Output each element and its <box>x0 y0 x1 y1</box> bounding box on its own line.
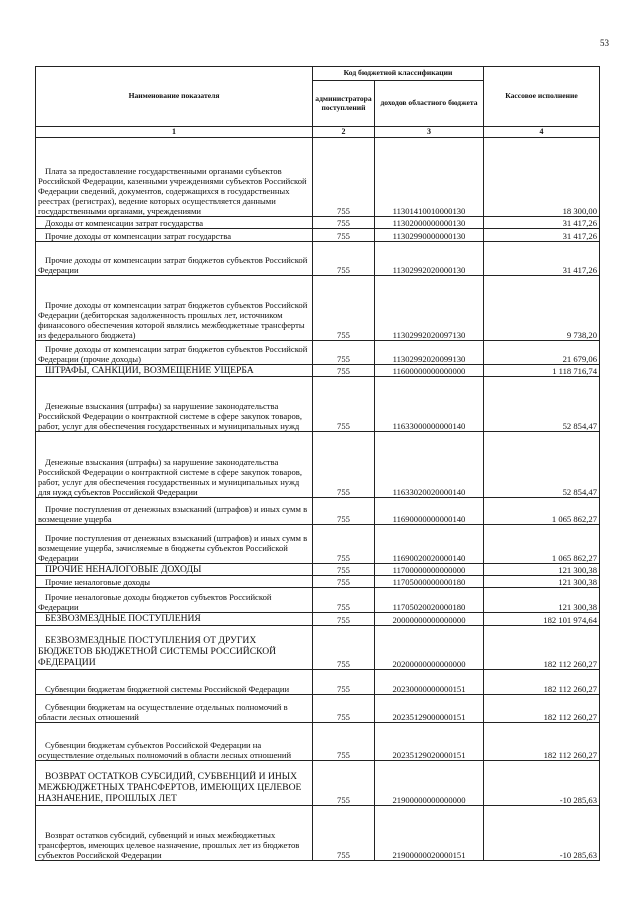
table-row <box>36 276 600 341</box>
row-budget-code: 20235129000000151 <box>375 694 484 722</box>
row-name: Доходы от компенсации затрат государства <box>36 217 313 229</box>
row-name: Денежные взыскания (штрафы) за нарушение законодательства Российской Федерации о контрактной системе в сфере закупок товаров, работ, услуг для обеспечения государственных и муниципальных нужд для нужд субъектов Российской Федерации <box>36 432 313 498</box>
row-admin-code: 755 <box>313 217 375 229</box>
row-budget-code: 11705020020000180 <box>375 588 484 613</box>
table-row <box>36 341 600 365</box>
page-number: 53 <box>600 38 609 48</box>
row-amount: 1 118 716,74 <box>484 365 600 377</box>
row-name: БЕЗВОЗМЕЗДНЫЕ ПОСТУПЛЕНИЯ <box>36 613 313 625</box>
row-budget-code: 11700000000000000 <box>375 564 484 576</box>
table-row <box>36 694 600 722</box>
row-admin-code: 755 <box>313 760 375 805</box>
row-name: Возврат остатков субсидий, субвенций и иных межбюджетных трансфертов, имеющих целевое назначение, прошлых лет из бюджетов субъектов Российской Федерации <box>36 805 313 860</box>
row-budget-code: 11600000000000000 <box>375 365 484 377</box>
header-execution: Кассовое исполнение <box>484 67 600 127</box>
row-name: ПРОЧИЕ НЕНАЛОГОВЫЕ ДОХОДЫ <box>36 564 313 576</box>
row-admin-code: 755 <box>313 276 375 341</box>
row-name: Денежные взыскания (штрафы) за нарушение законодательства Российской Федерации о контрактной системе в сфере закупок товаров, работ, услуг для обеспечения государственных и муниципальных нужд <box>36 377 313 432</box>
row-budget-code: 11705000000000180 <box>375 576 484 588</box>
row-amount: 31 417,26 <box>484 217 600 229</box>
table-row <box>36 805 600 860</box>
row-admin-code: 755 <box>313 669 375 694</box>
row-amount: 18 300,00 <box>484 138 600 217</box>
row-name: Прочие неналоговые доходы бюджетов субъектов Российской Федерации <box>36 588 313 613</box>
row-budget-code: 11302992020099130 <box>375 341 484 365</box>
row-budget-code: 11302992020000130 <box>375 242 484 276</box>
table-row <box>36 498 600 525</box>
row-name: ВОЗВРАТ ОСТАТКОВ СУБСИДИЙ, СУБВЕНЦИЙ И ИНЫХ МЕЖБЮДЖЕТНЫХ ТРАНСФЕРТОВ, ИМЕЮЩИХ ЦЕЛЕВОЕ НАЗНАЧЕНИЕ, ПРОШЛЫХ ЛЕТ <box>36 760 313 805</box>
table-row <box>36 525 600 564</box>
row-budget-code: 11690020020000140 <box>375 525 484 564</box>
row-name: ШТРАФЫ, САНКЦИИ, ВОЗМЕЩЕНИЕ УЩЕРБА <box>36 365 313 377</box>
row-budget-code: 11302990000000130 <box>375 229 484 242</box>
row-amount: 182 112 260,27 <box>484 722 600 760</box>
table-row <box>36 576 600 588</box>
row-amount: -10 285,63 <box>484 805 600 860</box>
row-amount: 182 112 260,27 <box>484 694 600 722</box>
row-admin-code: 755 <box>313 576 375 588</box>
table-row <box>36 377 600 432</box>
budget-table <box>35 66 600 861</box>
header-admin: администратора поступлений <box>313 81 375 127</box>
row-admin-code: 755 <box>313 564 375 576</box>
row-amount: 21 679,06 <box>484 341 600 365</box>
row-amount: 52 854,47 <box>484 432 600 498</box>
row-admin-code: 755 <box>313 341 375 365</box>
row-amount: 121 300,38 <box>484 564 600 576</box>
row-admin-code: 755 <box>313 625 375 669</box>
row-admin-code: 755 <box>313 377 375 432</box>
row-budget-code: 21900000020000151 <box>375 805 484 860</box>
row-name: Прочие неналоговые доходы <box>36 576 313 588</box>
table-row <box>36 564 600 576</box>
row-admin-code: 755 <box>313 805 375 860</box>
row-budget-code: 20230000000000151 <box>375 669 484 694</box>
row-admin-code: 755 <box>313 138 375 217</box>
row-budget-code: 11302992020097130 <box>375 276 484 341</box>
row-name: БЕЗВОЗМЕЗДНЫЕ ПОСТУПЛЕНИЯ ОТ ДРУГИХ БЮДЖЕТОВ БЮДЖЕТНОЙ СИСТЕМЫ РОССИЙСКОЙ ФЕДЕРАЦИИ <box>36 625 313 669</box>
row-budget-code: 21900000000000000 <box>375 760 484 805</box>
table-row <box>36 669 600 694</box>
row-admin-code: 755 <box>313 722 375 760</box>
table-row <box>36 138 600 217</box>
row-admin-code: 755 <box>313 613 375 625</box>
row-name: Субвенции бюджетам бюджетной системы Российской Федерации <box>36 669 313 694</box>
row-name: Прочие доходы от компенсации затрат государства <box>36 229 313 242</box>
row-amount: -10 285,63 <box>484 760 600 805</box>
table-row <box>36 722 600 760</box>
row-amount: 1 065 862,27 <box>484 525 600 564</box>
row-name: Прочие доходы от компенсации затрат бюджетов субъектов Российской Федерации (прочие доходы) <box>36 341 313 365</box>
column-number: 1 <box>36 127 313 138</box>
row-budget-code: 11690000000000140 <box>375 498 484 525</box>
row-admin-code: 755 <box>313 365 375 377</box>
row-amount: 9 738,20 <box>484 276 600 341</box>
row-admin-code: 755 <box>313 242 375 276</box>
row-admin-code: 755 <box>313 525 375 564</box>
row-budget-code: 11302000000000130 <box>375 217 484 229</box>
table-row <box>36 365 600 377</box>
table-row <box>36 760 600 805</box>
row-name: Прочие доходы от компенсации затрат бюджетов субъектов Российской Федерации <box>36 242 313 276</box>
column-number: 3 <box>375 127 484 138</box>
table-row <box>36 432 600 498</box>
row-name: Плата за предоставление государственными органами субъектов Российской Федерации, казенными учреждениями субъектов Российской Федерации сведений, документов, содержащихся в государственных реестрах (регистрах), ведение которых осуществляется данными государственными органами, учреждениями <box>36 138 313 217</box>
row-amount: 182 101 974,64 <box>484 613 600 625</box>
row-admin-code: 755 <box>313 498 375 525</box>
row-admin-code: 755 <box>313 229 375 242</box>
header-code-group: Код бюджетной классификации <box>313 67 484 81</box>
row-amount: 182 112 260,27 <box>484 625 600 669</box>
row-name: Прочие поступления от денежных взысканий (штрафов) и иных сумм в возмещение ущерба <box>36 498 313 525</box>
row-amount: 121 300,38 <box>484 576 600 588</box>
column-number: 2 <box>313 127 375 138</box>
row-admin-code: 755 <box>313 694 375 722</box>
row-budget-code: 11633020020000140 <box>375 432 484 498</box>
table-row <box>36 242 600 276</box>
row-name: Субвенции бюджетам субъектов Российской Федерации на осуществление отдельных полномочий в области лесных отношений <box>36 722 313 760</box>
table-row <box>36 625 600 669</box>
row-amount: 31 417,26 <box>484 229 600 242</box>
table-row <box>36 217 600 229</box>
header-income: доходов областного бюджета <box>375 81 484 127</box>
row-amount: 52 854,47 <box>484 377 600 432</box>
row-budget-code: 11301410010000130 <box>375 138 484 217</box>
column-number: 4 <box>484 127 600 138</box>
row-amount: 1 065 862,27 <box>484 498 600 525</box>
row-amount: 182 112 260,27 <box>484 669 600 694</box>
header-name: Наименование показателя <box>36 67 313 127</box>
row-budget-code: 20200000000000000 <box>375 625 484 669</box>
table-row <box>36 229 600 242</box>
row-name: Прочие доходы от компенсации затрат бюджетов субъектов Российской Федерации (дебиторская задолженность прошлых лет, источником финансового обеспечения которой являлись межбюджетные трансферты из федерального бюджета) <box>36 276 313 341</box>
table-row <box>36 613 600 625</box>
table-row <box>36 588 600 613</box>
row-budget-code: 11633000000000140 <box>375 377 484 432</box>
row-amount: 121 300,38 <box>484 588 600 613</box>
row-budget-code: 20235129020000151 <box>375 722 484 760</box>
row-admin-code: 755 <box>313 432 375 498</box>
row-amount: 31 417,26 <box>484 242 600 276</box>
row-name: Прочие поступления от денежных взысканий (штрафов) и иных сумм в возмещение ущерба, зачисляемые в бюджеты субъектов Российской Федерации <box>36 525 313 564</box>
row-admin-code: 755 <box>313 588 375 613</box>
row-budget-code: 20000000000000000 <box>375 613 484 625</box>
row-name: Субвенции бюджетам на осуществление отдельных полномочий в области лесных отношений <box>36 694 313 722</box>
